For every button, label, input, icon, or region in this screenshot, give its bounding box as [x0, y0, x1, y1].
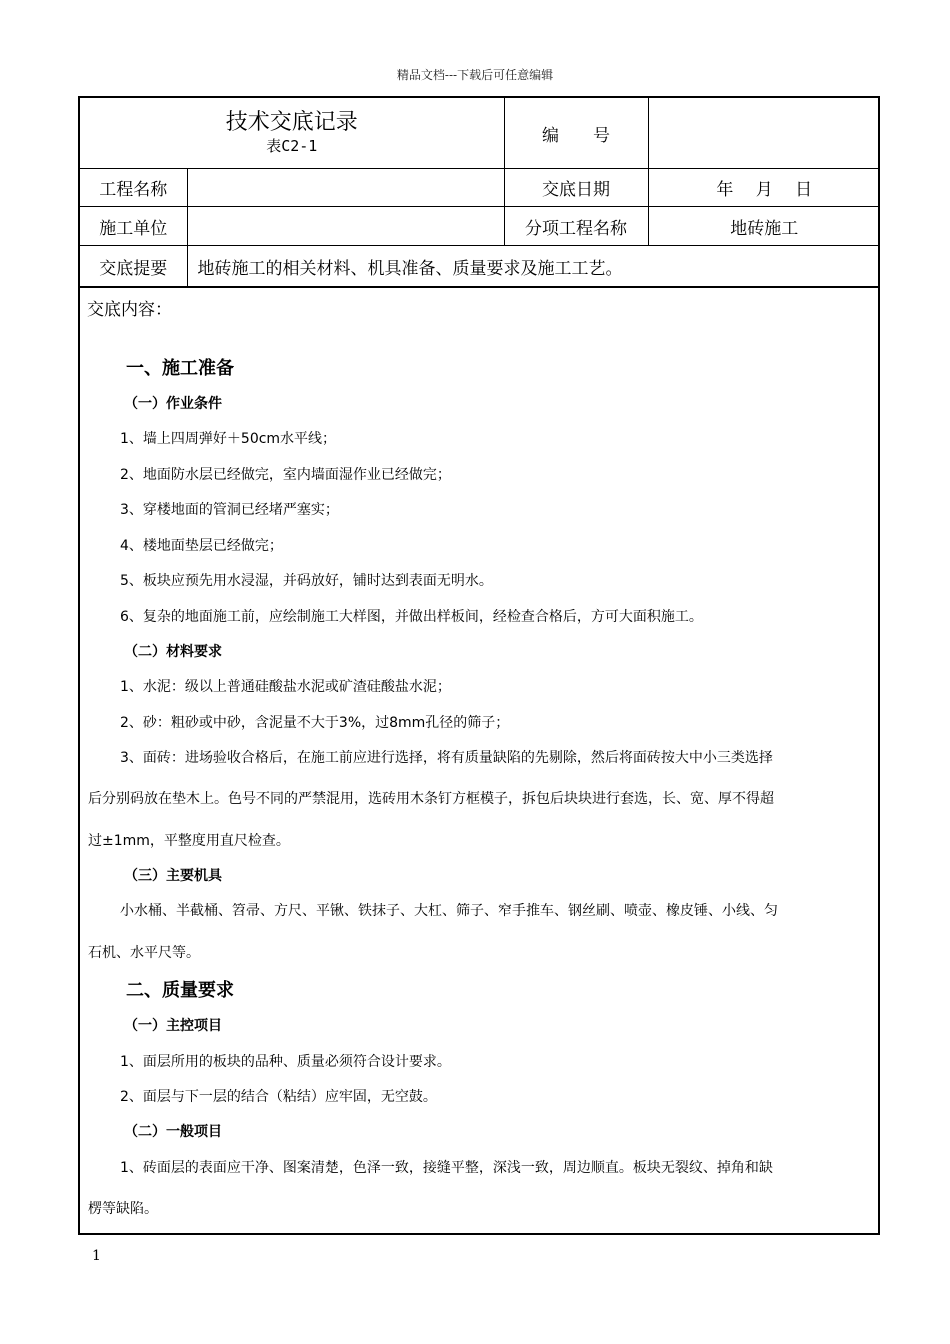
subsection-title: （二）材料要求 [124, 644, 222, 660]
list-item: 1、砖面层的表面应干净、图案清楚，色泽一致，接缝平整，深浅一致，周边顺直。板块无裂纹、掉角和缺 [120, 1160, 773, 1176]
unit-label: 施工单位 [80, 207, 187, 246]
number-label: 编 号 [504, 98, 648, 169]
subproject-label: 分项工程名称 [504, 207, 648, 246]
list-item: 6、复杂的地面施工前，应绘制施工大样图，并做出样板间，经检查合格后，方可大面积施工。 [120, 609, 703, 625]
date-field[interactable]: 年 月 日 [648, 169, 880, 207]
list-item: 4、楼地面垫层已经做完； [120, 538, 283, 554]
summary-label: 交底提要 [80, 246, 187, 288]
list-item: 后分别码放在垫木上。色号不同的严禁混用，选砖用木条钉方框模子，拆包后块块进行套选，长、宽、厚不得超 [88, 791, 774, 807]
list-item: 楞等缺陷。 [88, 1201, 158, 1217]
date-label: 交底日期 [504, 169, 648, 207]
list-item: 2、面层与下一层的结合（粘结）应牢固，无空鼓。 [120, 1089, 437, 1105]
content-label: 交底内容： [87, 300, 172, 320]
list-item: 1、面层所用的板块的品种、质量必须符合设计要求。 [120, 1054, 451, 1070]
subsection-title: （二）一般项目 [124, 1124, 222, 1140]
section-title: 二、质量要求 [126, 980, 234, 1001]
list-item: 过±1mm，平整度用直尺检查。 [88, 833, 290, 849]
unit-field[interactable] [187, 207, 504, 246]
list-item: 3、穿楼地面的管洞已经堵严塞实； [120, 502, 339, 518]
list-item: 3、面砖：进场验收合格后，在施工前应进行选择，将有质量缺陷的先剔除，然后将面砖按大中小三类选择 [120, 750, 773, 766]
project-name-label: 工程名称 [80, 169, 187, 207]
watermark-text: 精品文档---下载后可任意编辑 [396, 68, 554, 82]
title-cell [80, 98, 504, 169]
subproject-field[interactable]: 地砖施工 [648, 207, 880, 246]
subsection-title: （一）作业条件 [124, 396, 222, 412]
list-item: 小水桶、半截桶、笤帚、方尺、平锹、铁抹子、大杠、筛子、窄手推车、钢丝刷、喷壶、橡皮锤、小线、匀 [120, 903, 778, 919]
form-title: 技术交底记录 [225, 110, 358, 135]
record-form [78, 96, 880, 1235]
subsection-title: （一）主控项目 [124, 1018, 222, 1034]
form-number: 表C2-1 [266, 137, 318, 155]
list-item: 1、墙上四周弹好＋50cm水平线； [120, 431, 337, 447]
list-item: 2、砂：粗砂或中砂，含泥量不大于3%，过8mm孔径的筛子； [120, 715, 510, 731]
list-item: 2、地面防水层已经做完，室内墙面湿作业已经做完； [120, 467, 451, 483]
header-table [80, 98, 880, 288]
number-field[interactable] [648, 98, 880, 169]
section-title: 一、施工准备 [126, 358, 234, 379]
project-name-field[interactable] [187, 169, 504, 207]
list-item: 1、水泥：级以上普通硅酸盐水泥或矿渣硅酸盐水泥； [120, 679, 451, 695]
list-item: 5、板块应预先用水浸湿，并码放好，铺时达到表面无明水。 [120, 573, 493, 589]
list-item: 石机、水平尺等。 [88, 945, 200, 961]
page-number: 1 [92, 1248, 101, 1264]
summary-field[interactable]: 地砖施工的相关材料、机具准备、质量要求及施工工艺。 [187, 246, 880, 288]
subsection-title: （三）主要机具 [124, 868, 222, 884]
